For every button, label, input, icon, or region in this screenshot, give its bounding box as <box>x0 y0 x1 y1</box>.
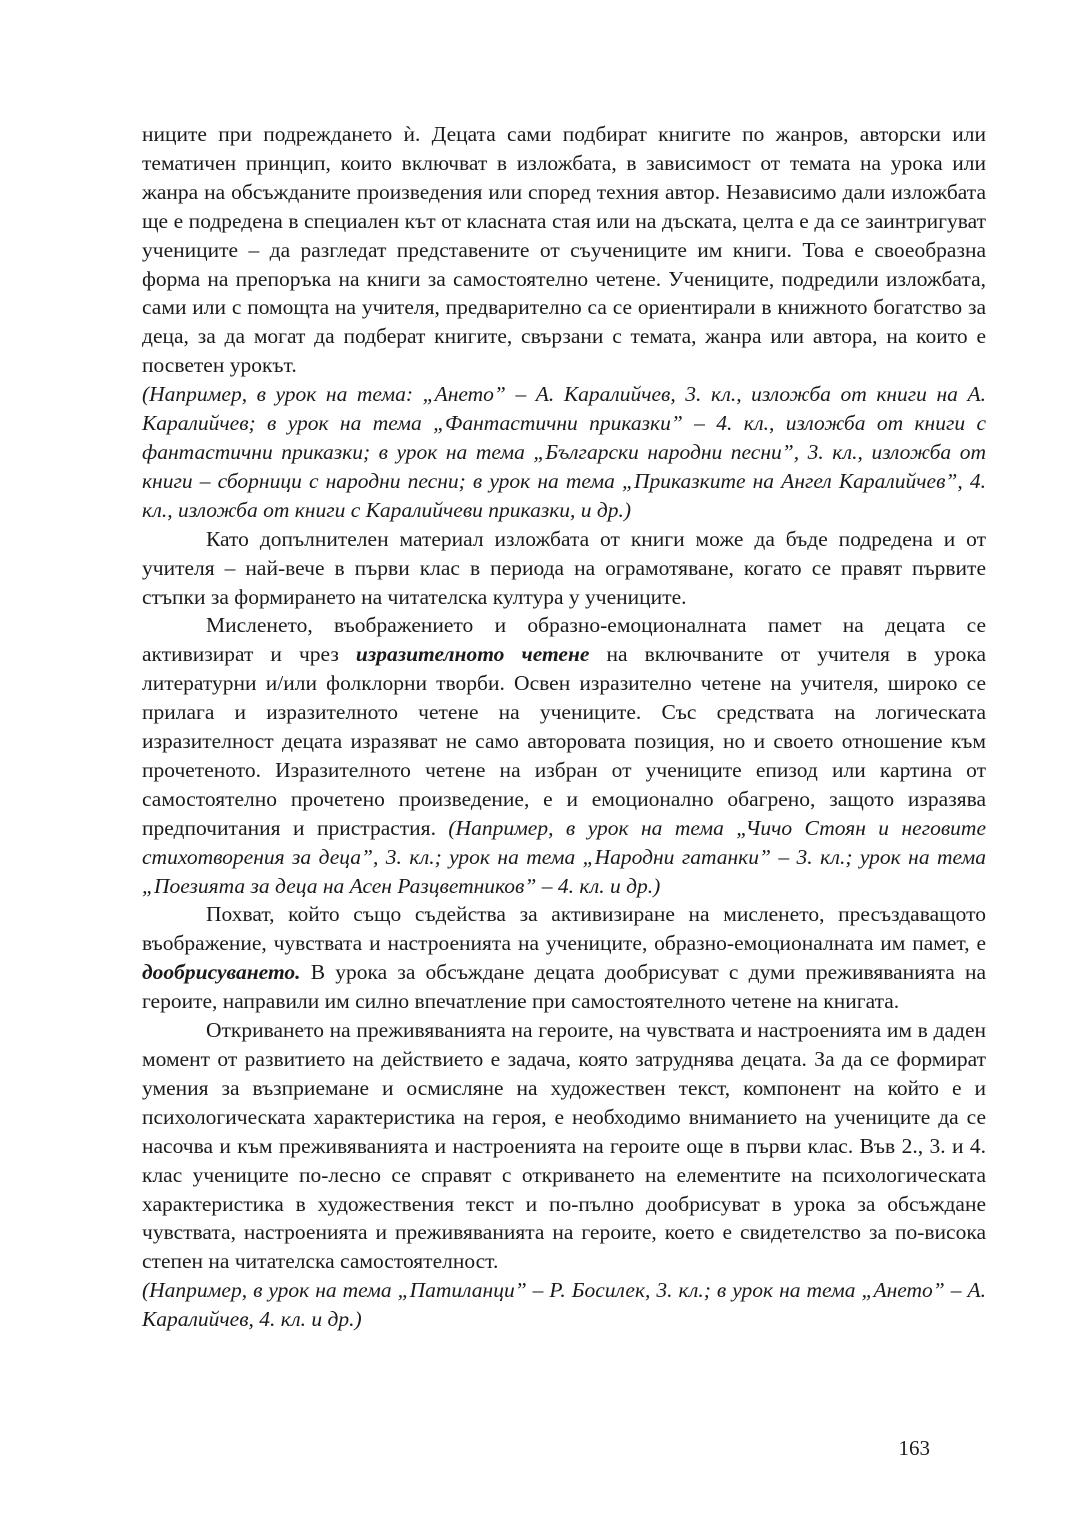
paragraph-text: ниците при подреждането ѝ. Децата сами подбират книгите по жанров, авторски или тематичен принцип, които включват в изложбата, в зависимост от темата на урока или жанра на обсъжданите произведения или според техния автор. Независимо дали изложбата ще е подредена в специален кът от класната стая или на дъската, целта е да се заинтригуват учениците – да разгледат представените от съучениците им книги. Това е своеобразна форма на препоръка на книги за самостоятелно четене. Учениците, подредили изложбата, сами или с помощта на учителя, предварително са се ориентирали в книжното богатство за деца, за да могат да подберат книгите, свързани с темата, жанра или автора, на които е посветен урокът. <box>142 122 986 378</box>
document-body <box>142 120 986 1334</box>
paragraph-text: В урока за обсъждане децата дообрисуват с думи преживяванията на героите, направили им силно впечатление при самостоятелното четене на книгата. <box>142 960 986 1014</box>
paragraph-text: Похват, който също съдейства за активизиране на мисленето, пресъздаващото въображение, чувствата и настроенията на учениците, образно-емоционалната им памет, е <box>142 902 986 956</box>
paragraph-heroes-feelings <box>142 1016 986 1334</box>
paragraph-book-exhibition <box>142 120 986 525</box>
paragraph-teacher-exhibition <box>142 525 986 612</box>
page-number: 163 <box>898 1436 930 1460</box>
example-text: (Например, в урок на тема „Патиланци” – Р. Босилек, 3. кл.; в урок на тема „Ането” – А. Каралийчев, 4. кл. и др.) <box>142 1278 986 1332</box>
key-term-completing-images: дообрисуването. <box>142 960 301 985</box>
key-term-expressive-reading: изразителното четене <box>355 642 590 667</box>
paragraph-expressive-reading <box>142 611 986 900</box>
paragraph-completing-images <box>142 900 986 1016</box>
paragraph-text: Като допълнителен материал изложбата от книги може да бъде подредена и от учителя – най-вече в първи клас в периода на ограмотяване, когато се правят първите стъпки за формирането на читателска култура у учениците. <box>142 526 986 609</box>
paragraph-text: на включваните от учителя в урока литературни и/или фолклорни творби. Освен изразително четене на учителя, широко се прилага и изразителното четене на учениците. Със средствата на логическата изразителност децата изразяват не само авторовата позиция, но и своето отношение към прочетеното. Изразителното четене на избран от учениците епизод или картина от самостоятелно прочетено произведение, е и емоционално обагрено, защото изразява предпочитания и пристрастия. <box>142 642 986 840</box>
example-text: (Например, в урок на тема „Чичо Стоян и неговите стихотворения за деца”, 3. кл.; урок на тема „Народни гатанки” – 3. кл.; урок на тема „Поезията за деца на Асен Разцветников” – 4. кл. и др.) <box>142 815 987 898</box>
example-text: (Например, в урок на тема: „Ането” – А. Каралийчев, 3. кл., изложба от книги на А. Каралийчев; в урок на тема „Фантастични приказки” – 4. кл., изложба от книги с фантастични приказки; в урок на тема „Български народни песни”, 3. кл., изложба от книги – сборници с народни песни; в урок на тема „Приказките на Ангел Каралийчев”, 4. кл., изложба от книги с Каралийчеви приказки, и др.) <box>142 382 986 522</box>
paragraph-text: Мисленето, въображението и образно-емоционалната памет на децата се активизират и чрез <box>142 613 986 667</box>
paragraph-text: Откриването на преживяванията на героите, на чувствата и настроенията им в даден момент от развитието на действието е задача, която затруднява децата. За да се формират умения за възприемане и осмисляне на художествен текст, компонент на който е и психологическата характеристика на героя, е необходимо вниманието на учениците да се насочва и към преживяванията и настроенията на героите още в първи клас. Във 2., 3. и 4. клас учениците по-лесно се справят с откриването на елементите на психологическата характеристика в художествения текст и по-пълно дообрисуват в урока за обсъждане чувствата, настроенията и преживяванията на героите, което е свидетелство за по-висока степен на читателска самостоятелност. <box>142 1018 986 1274</box>
